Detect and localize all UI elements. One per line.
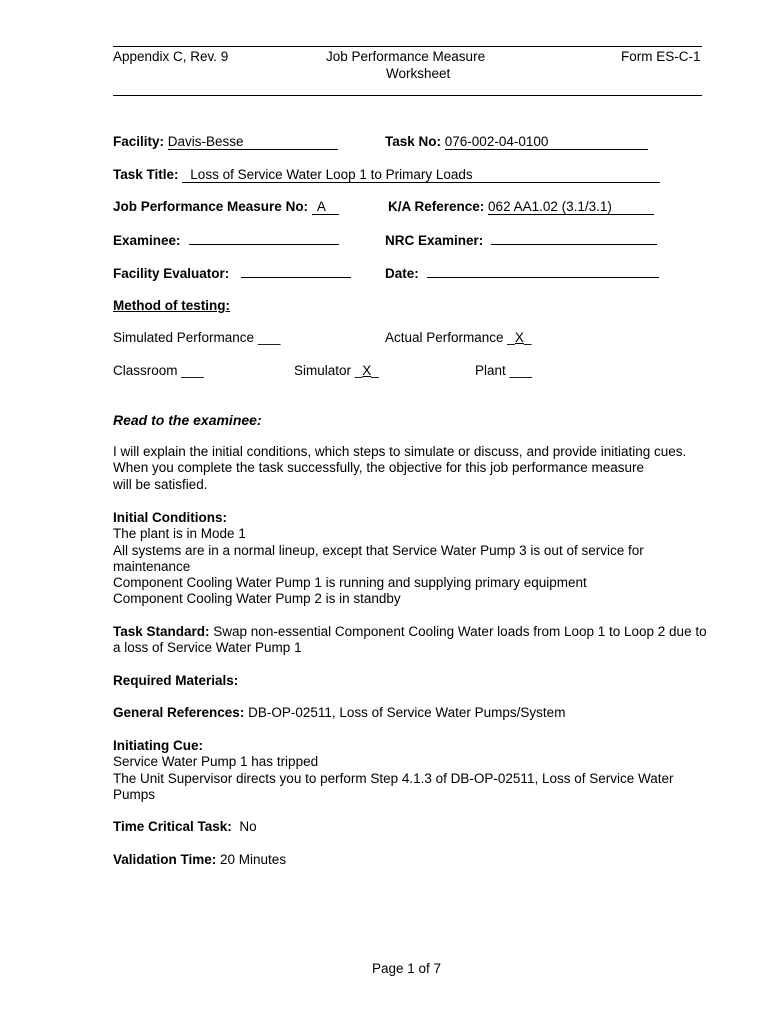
initiating-cue-line: Pumps bbox=[113, 786, 156, 802]
read-paragraph bbox=[113, 444, 733, 493]
facility-evaluator-label: Facility Evaluator: bbox=[113, 266, 230, 281]
header-title-line1: Job Performance Measure bbox=[326, 49, 486, 64]
task-no-label: Task No: bbox=[385, 134, 442, 149]
ka-ref-row bbox=[388, 199, 654, 215]
date-label: Date: bbox=[385, 266, 419, 281]
examinee-row bbox=[113, 232, 339, 249]
required-materials-label: Required Materials: bbox=[113, 673, 239, 688]
initial-condition-line: Component Cooling Water Pump 1 is running and supplying primary equipment bbox=[113, 575, 587, 591]
ka-ref-value: 062 AA1.02 (3.1/3.1) bbox=[488, 200, 654, 215]
initiating-cue bbox=[113, 738, 733, 803]
task-standard-text-2: a loss of Service Water Pump 1 bbox=[113, 640, 302, 656]
date-row bbox=[385, 265, 659, 282]
facility-evaluator-blank bbox=[241, 265, 351, 278]
simulator: Simulator _X_ bbox=[294, 363, 379, 378]
read-line: will be satisfied. bbox=[113, 476, 208, 492]
header-title-line2: Worksheet bbox=[386, 66, 451, 81]
task-no-row bbox=[385, 134, 648, 150]
actual-performance: Actual Performance _X_ bbox=[385, 330, 532, 345]
general-references bbox=[113, 705, 565, 721]
time-critical-label: Time Critical Task: bbox=[113, 819, 232, 834]
header-top-rule bbox=[113, 46, 702, 47]
initial-condition-line: All systems are in a normal lineup, except that Service Water Pump 3 is out of service for bbox=[113, 542, 644, 558]
read-heading: Read to the examinee: bbox=[113, 412, 262, 428]
time-critical-task bbox=[113, 819, 257, 835]
facility-label: Facility: bbox=[113, 134, 165, 149]
task-no-value: 076-002-04-0100 bbox=[445, 135, 648, 150]
plant: Plant ___ bbox=[475, 363, 533, 378]
facility-evaluator-row bbox=[113, 265, 351, 282]
ka-ref-label: K/A Reference: bbox=[388, 199, 485, 214]
header-form-number: Form ES-C-1 bbox=[621, 49, 701, 64]
validation-time-label: Validation Time: bbox=[113, 852, 217, 867]
task-title-value: Loss of Service Water Loop 1 to Primary Loads bbox=[182, 168, 660, 183]
header-appendix: Appendix C, Rev. 9 bbox=[113, 49, 229, 64]
time-critical-value: No bbox=[231, 819, 257, 834]
validation-time bbox=[113, 852, 286, 868]
examinee-blank bbox=[189, 232, 339, 245]
initiating-cue-heading: Initiating Cue: bbox=[113, 738, 203, 753]
task-title-label: Task Title: bbox=[113, 167, 179, 182]
initiating-cue-line: Service Water Pump 1 has tripped bbox=[113, 754, 319, 770]
simulator-mark: X bbox=[362, 363, 372, 378]
nrc-examiner-row bbox=[385, 232, 657, 249]
general-references-label: General References: bbox=[113, 705, 245, 720]
task-standard-text: Swap non-essential Component Cooling Water loads from Loop 1 to Loop 2 due to bbox=[209, 624, 707, 639]
task-title-row bbox=[113, 167, 660, 183]
facility-value: Davis-Besse bbox=[168, 135, 338, 150]
simulated-performance: Simulated Performance ___ bbox=[113, 330, 281, 345]
jpm-no-value: A bbox=[312, 200, 339, 215]
nrc-examiner-label: NRC Examiner: bbox=[385, 233, 484, 248]
initial-conditions bbox=[113, 510, 733, 608]
facility-row bbox=[113, 134, 338, 150]
task-standard-label: Task Standard: bbox=[113, 624, 210, 639]
nrc-examiner-blank bbox=[491, 232, 657, 245]
read-line: When you complete the task successfully, the objective for this job performance measure bbox=[113, 460, 645, 476]
initiating-cue-line: The Unit Supervisor directs you to perform Step 4.1.3 of DB-OP-02511, Loss of Service Water bbox=[113, 770, 674, 786]
page-number: Page 1 of 7 bbox=[372, 961, 442, 976]
initial-conditions-heading: Initial Conditions: bbox=[113, 510, 227, 525]
initial-condition-line: The plant is in Mode 1 bbox=[113, 526, 246, 542]
general-references-value: DB-OP-02511, Loss of Service Water Pumps/System bbox=[244, 705, 566, 720]
read-line: I will explain the initial conditions, which steps to simulate or discuss, and provide initiating cues. bbox=[113, 444, 687, 459]
jpm-no-label: Job Performance Measure No: bbox=[113, 199, 309, 214]
initial-condition-line: Component Cooling Water Pump 2 is in standby bbox=[113, 591, 401, 607]
examinee-label: Examinee: bbox=[113, 233, 181, 248]
actual-performance-mark: X bbox=[514, 330, 524, 345]
classroom: Classroom ___ bbox=[113, 363, 204, 378]
date-blank bbox=[427, 265, 659, 278]
header-bottom-rule bbox=[113, 95, 702, 96]
method-heading: Method of testing: bbox=[113, 298, 230, 313]
validation-time-value: 20 Minutes bbox=[216, 852, 287, 867]
jpm-no-row bbox=[113, 199, 339, 215]
task-standard bbox=[113, 624, 733, 657]
initial-condition-line: maintenance bbox=[113, 558, 191, 574]
